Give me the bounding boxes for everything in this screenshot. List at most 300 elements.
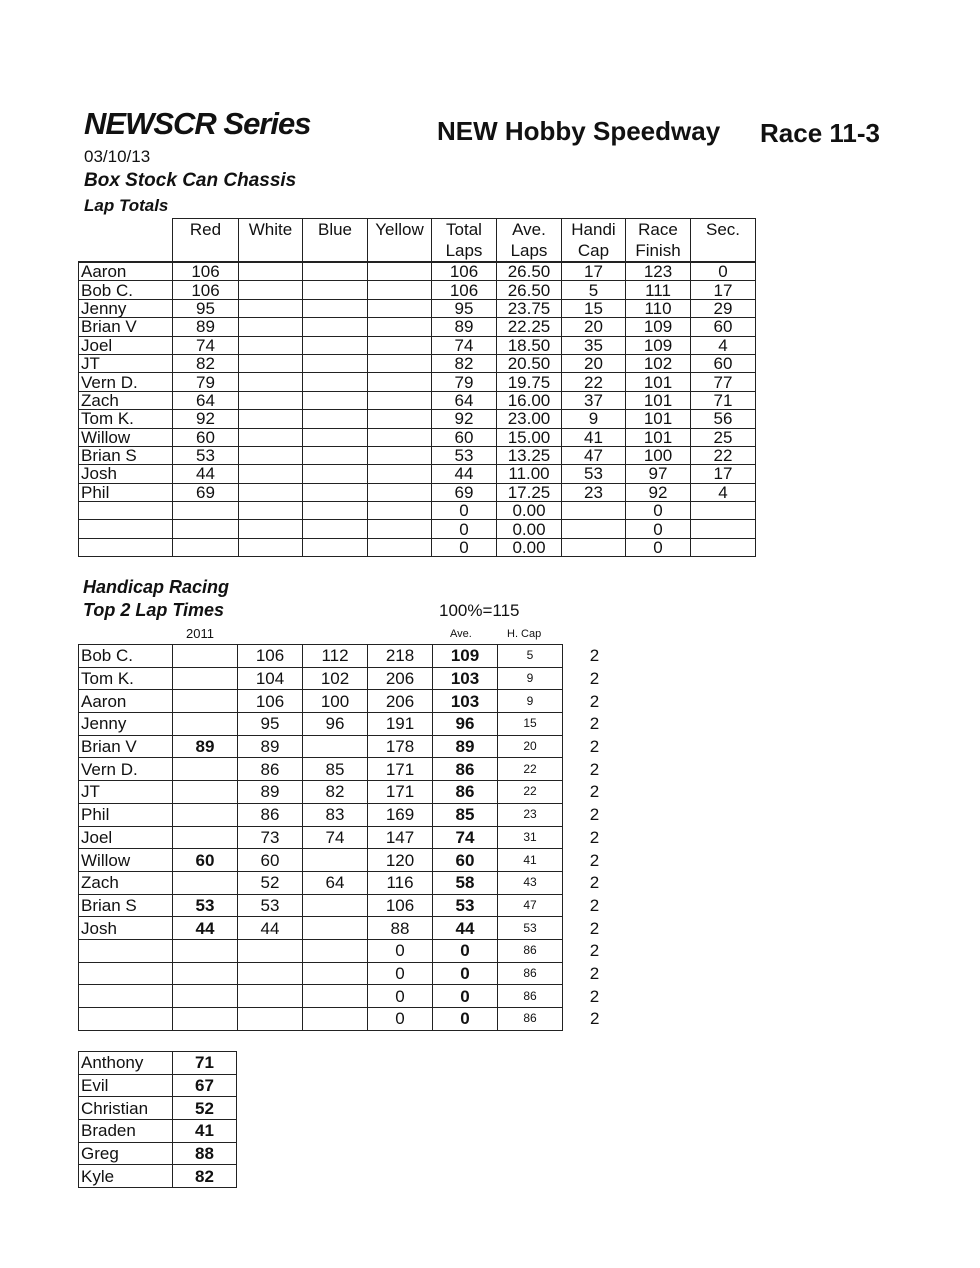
lap-sum: 0 xyxy=(368,939,433,962)
year-label: 2011 xyxy=(186,626,214,641)
col-handicap: Handi Cap xyxy=(562,219,626,263)
h-cap: 86 xyxy=(498,1008,563,1031)
yellow-laps xyxy=(368,502,432,520)
total-laps: 0 xyxy=(432,502,497,520)
total-laps: 53 xyxy=(432,446,497,464)
lap-time-2: 96 xyxy=(303,713,368,736)
red-laps: 95 xyxy=(173,299,239,317)
lap-time-2 xyxy=(303,894,368,917)
driver-name: Brian V xyxy=(79,735,173,758)
driver-name xyxy=(79,962,173,985)
col-ave-laps: Ave. Laps xyxy=(497,219,562,263)
driver-name: JT xyxy=(79,354,173,372)
driver-name: Jenny xyxy=(79,713,173,736)
lap-sum: 169 xyxy=(368,803,433,826)
table-row xyxy=(79,758,627,781)
driver-name: Bob C. xyxy=(79,281,173,299)
blue-laps xyxy=(303,336,368,354)
lap-time-1: 104 xyxy=(238,667,303,690)
table-row xyxy=(79,483,756,501)
table-row xyxy=(79,735,627,758)
table-row xyxy=(79,520,756,538)
race-finish: 101 xyxy=(626,373,691,391)
count: 2 xyxy=(589,986,600,1006)
race-finish: 100 xyxy=(626,446,691,464)
class-title: Box Stock Can Chassis xyxy=(84,170,297,191)
table-row xyxy=(79,917,627,940)
year-2011: 53 xyxy=(173,894,238,917)
lap-time-1: 89 xyxy=(238,781,303,804)
driver-name: Braden xyxy=(79,1120,173,1143)
table-row xyxy=(79,1097,237,1120)
yellow-laps xyxy=(368,538,432,556)
lap-time-2 xyxy=(303,735,368,758)
sec xyxy=(691,502,756,520)
total-laps: 0 xyxy=(432,538,497,556)
lap-time-2 xyxy=(303,849,368,872)
lap-time-1 xyxy=(238,1008,303,1031)
lap-time-2 xyxy=(303,1008,368,1031)
red-laps: 79 xyxy=(173,373,239,391)
handicap: 23 xyxy=(562,483,626,501)
driver-name: Joel xyxy=(79,826,173,849)
h-cap: 20 xyxy=(498,735,563,758)
year-2011 xyxy=(173,962,238,985)
race-finish: 123 xyxy=(626,262,691,281)
driver-value: 41 xyxy=(173,1120,237,1143)
ave-laps: 0.00 xyxy=(497,538,562,556)
race-finish: 92 xyxy=(626,483,691,501)
total-laps: 69 xyxy=(432,483,497,501)
sec: 29 xyxy=(691,299,756,317)
table-row xyxy=(79,939,627,962)
year-2011 xyxy=(173,781,238,804)
driver-name: Willow xyxy=(79,849,173,872)
driver-name: Kyle xyxy=(79,1165,173,1188)
year-2011 xyxy=(173,667,238,690)
yellow-laps xyxy=(368,483,432,501)
lap-time-2: 100 xyxy=(303,690,368,713)
lap-time-2: 112 xyxy=(303,645,368,668)
lap-sum: 0 xyxy=(368,962,433,985)
race-finish: 0 xyxy=(626,538,691,556)
driver-name xyxy=(79,520,173,538)
lap-table-header xyxy=(79,219,756,263)
total-laps: 60 xyxy=(432,428,497,446)
table-row xyxy=(79,690,627,713)
table-row xyxy=(79,428,756,446)
yellow-laps xyxy=(368,520,432,538)
col-race-finish: Race Finish xyxy=(626,219,691,263)
sec: 17 xyxy=(691,281,756,299)
table-row xyxy=(79,781,627,804)
handicap xyxy=(562,520,626,538)
blue-laps xyxy=(303,428,368,446)
white-laps xyxy=(239,318,303,336)
count: 2 xyxy=(589,669,600,689)
yellow-laps xyxy=(368,336,432,354)
ave-laps: 13.25 xyxy=(497,446,562,464)
handicap: 53 xyxy=(562,465,626,483)
lap-time-1 xyxy=(238,939,303,962)
white-laps xyxy=(239,483,303,501)
ave-laps: 20.50 xyxy=(497,354,562,372)
race-finish: 101 xyxy=(626,391,691,409)
blue-laps xyxy=(303,502,368,520)
count: 2 xyxy=(589,963,600,983)
yellow-laps xyxy=(368,262,432,281)
yellow-laps xyxy=(368,299,432,317)
table-row xyxy=(79,849,627,872)
table-row xyxy=(79,713,627,736)
white-laps xyxy=(239,465,303,483)
driver-name: Phil xyxy=(79,803,173,826)
red-laps: 82 xyxy=(173,354,239,372)
ave: 109 xyxy=(433,645,498,668)
driver-value: 52 xyxy=(173,1097,237,1120)
handicap: 22 xyxy=(562,373,626,391)
red-laps: 106 xyxy=(173,262,239,281)
table-row xyxy=(79,538,756,556)
blue-laps xyxy=(303,391,368,409)
driver-name: Willow xyxy=(79,428,173,446)
lap-time-1 xyxy=(238,985,303,1008)
h-cap: 31 xyxy=(498,826,563,849)
sec: 4 xyxy=(691,483,756,501)
h-cap: 86 xyxy=(498,939,563,962)
table-row xyxy=(79,373,756,391)
driver-name: Brian S xyxy=(79,894,173,917)
handicap: 15 xyxy=(562,299,626,317)
h-cap: 5 xyxy=(498,645,563,668)
blue-laps xyxy=(303,373,368,391)
red-laps xyxy=(173,538,239,556)
ave: 0 xyxy=(433,985,498,1008)
h-cap: 15 xyxy=(498,713,563,736)
white-laps xyxy=(239,373,303,391)
sec xyxy=(691,538,756,556)
ave: 103 xyxy=(433,690,498,713)
sec: 17 xyxy=(691,465,756,483)
lap-time-2 xyxy=(303,917,368,940)
red-laps: 74 xyxy=(173,336,239,354)
red-laps: 53 xyxy=(173,446,239,464)
speedway-name: NEW Hobby Speedway xyxy=(437,116,721,146)
col-white: White xyxy=(239,219,303,263)
white-laps xyxy=(239,336,303,354)
ave-laps: 16.00 xyxy=(497,391,562,409)
red-laps: 106 xyxy=(173,281,239,299)
count: 2 xyxy=(589,782,600,802)
ave: 86 xyxy=(433,781,498,804)
race-finish: 101 xyxy=(626,410,691,428)
handicap: 5 xyxy=(562,281,626,299)
lap-sum: 106 xyxy=(368,894,433,917)
white-laps xyxy=(239,538,303,556)
lap-time-2 xyxy=(303,985,368,1008)
total-laps: 64 xyxy=(432,391,497,409)
ave: 86 xyxy=(433,758,498,781)
table-row xyxy=(79,281,756,299)
blue-laps xyxy=(303,318,368,336)
handicap: 20 xyxy=(562,318,626,336)
lap-sum: 0 xyxy=(368,1008,433,1031)
hcap-label: H. Cap xyxy=(507,628,542,640)
year-2011: 89 xyxy=(173,735,238,758)
white-laps xyxy=(239,299,303,317)
driver-value: 67 xyxy=(173,1074,237,1097)
ave-laps: 18.50 xyxy=(497,336,562,354)
sec: 0 xyxy=(691,262,756,281)
table-row xyxy=(79,391,756,409)
h-cap: 9 xyxy=(498,690,563,713)
race-finish: 111 xyxy=(626,281,691,299)
yellow-laps xyxy=(368,465,432,483)
driver-value: 88 xyxy=(173,1142,237,1165)
lap-sum: 191 xyxy=(368,713,433,736)
driver-name xyxy=(79,1008,173,1031)
driver-name: Zach xyxy=(79,391,173,409)
lap-sum: 116 xyxy=(368,871,433,894)
yellow-laps xyxy=(368,354,432,372)
driver-name: Anthony xyxy=(79,1052,173,1075)
ave: 0 xyxy=(433,962,498,985)
lap-time-1 xyxy=(238,962,303,985)
table-row xyxy=(79,871,627,894)
handicap-title: Handicap Racing xyxy=(83,577,230,597)
table-row xyxy=(79,465,756,483)
driver-name: Aaron xyxy=(79,690,173,713)
ave: 58 xyxy=(433,871,498,894)
lap-time-1: 44 xyxy=(238,917,303,940)
h-cap: 22 xyxy=(498,781,563,804)
ave-laps: 17.25 xyxy=(497,483,562,501)
table-row xyxy=(79,1120,237,1143)
ave: 85 xyxy=(433,803,498,826)
race-finish: 97 xyxy=(626,465,691,483)
race-finish: 102 xyxy=(626,354,691,372)
lap-totals-table xyxy=(78,218,756,557)
total-laps: 44 xyxy=(432,465,497,483)
driver-name: Joel xyxy=(79,336,173,354)
lap-time-2: 83 xyxy=(303,803,368,826)
ave: 74 xyxy=(433,826,498,849)
yellow-laps xyxy=(368,446,432,464)
race-finish: 109 xyxy=(626,336,691,354)
count: 2 xyxy=(589,737,600,757)
ave: 44 xyxy=(433,917,498,940)
sec: 56 xyxy=(691,410,756,428)
lap-sum: 88 xyxy=(368,917,433,940)
driver-name xyxy=(79,502,173,520)
table-row xyxy=(79,645,627,668)
ave-laps: 11.00 xyxy=(497,465,562,483)
count: 2 xyxy=(589,895,600,915)
table-row xyxy=(79,1165,237,1188)
yellow-laps xyxy=(368,428,432,446)
lap-sum: 171 xyxy=(368,781,433,804)
col-total-laps: Total Laps xyxy=(432,219,497,263)
lap-sum: 218 xyxy=(368,645,433,668)
yellow-laps xyxy=(368,410,432,428)
blue-laps xyxy=(303,446,368,464)
count: 2 xyxy=(589,646,600,666)
driver-name: Jenny xyxy=(79,299,173,317)
table-row xyxy=(79,1142,237,1165)
table-row xyxy=(79,985,627,1008)
white-laps xyxy=(239,281,303,299)
total-laps: 79 xyxy=(432,373,497,391)
lap-time-1: 89 xyxy=(238,735,303,758)
total-laps: 89 xyxy=(432,318,497,336)
lap-time-2: 64 xyxy=(303,871,368,894)
blue-laps xyxy=(303,410,368,428)
driver-name: Bob C. xyxy=(79,645,173,668)
white-laps xyxy=(239,410,303,428)
lap-time-2: 74 xyxy=(303,826,368,849)
count: 2 xyxy=(589,827,600,847)
handicap: 37 xyxy=(562,391,626,409)
year-2011 xyxy=(173,826,238,849)
yellow-laps xyxy=(368,281,432,299)
blue-laps xyxy=(303,520,368,538)
total-laps: 82 xyxy=(432,354,497,372)
total-laps: 106 xyxy=(432,262,497,281)
h-cap: 22 xyxy=(498,758,563,781)
top2-title: Top 2 Lap Times xyxy=(83,600,225,620)
lap-time-1: 86 xyxy=(238,803,303,826)
total-laps: 92 xyxy=(432,410,497,428)
driver-name: Evil xyxy=(79,1074,173,1097)
total-laps: 106 xyxy=(432,281,497,299)
col-yellow: Yellow xyxy=(368,219,432,263)
h-cap: 86 xyxy=(498,962,563,985)
year-2011: 44 xyxy=(173,917,238,940)
yellow-laps xyxy=(368,318,432,336)
lap-time-1: 52 xyxy=(238,871,303,894)
red-laps xyxy=(173,502,239,520)
blue-laps xyxy=(303,299,368,317)
h-cap: 47 xyxy=(498,894,563,917)
lap-sum: 120 xyxy=(368,849,433,872)
table-row xyxy=(79,894,627,917)
ave-laps: 23.00 xyxy=(497,410,562,428)
ave: 0 xyxy=(433,939,498,962)
h-cap: 43 xyxy=(498,871,563,894)
lap-time-1: 73 xyxy=(238,826,303,849)
ave-laps: 23.75 xyxy=(497,299,562,317)
lap-sum: 171 xyxy=(368,758,433,781)
ave-laps: 26.50 xyxy=(497,262,562,281)
lap-time-2: 85 xyxy=(303,758,368,781)
table-row xyxy=(79,803,627,826)
white-laps xyxy=(239,262,303,281)
ave: 96 xyxy=(433,713,498,736)
race-number: Race 11-3 xyxy=(760,118,880,148)
sec: 4 xyxy=(691,336,756,354)
sec: 22 xyxy=(691,446,756,464)
lap-sum: 0 xyxy=(368,985,433,1008)
h-cap: 41 xyxy=(498,849,563,872)
ave: 0 xyxy=(433,1008,498,1031)
h-cap: 23 xyxy=(498,803,563,826)
year-2011 xyxy=(173,939,238,962)
handicap: 35 xyxy=(562,336,626,354)
sec xyxy=(691,520,756,538)
lap-sum: 178 xyxy=(368,735,433,758)
table-row xyxy=(79,262,756,281)
lap-time-2 xyxy=(303,939,368,962)
table-row xyxy=(79,1008,627,1031)
col-blue: Blue xyxy=(303,219,368,263)
extra-drivers-table xyxy=(78,1051,237,1188)
white-laps xyxy=(239,391,303,409)
handicap: 17 xyxy=(562,262,626,281)
ave: 60 xyxy=(433,849,498,872)
col-sec: Sec. xyxy=(691,219,756,263)
red-laps: 60 xyxy=(173,428,239,446)
lap-sum: 206 xyxy=(368,667,433,690)
yellow-laps xyxy=(368,373,432,391)
driver-name xyxy=(79,538,173,556)
table-row xyxy=(79,299,756,317)
year-2011 xyxy=(173,871,238,894)
driver-name: Tom K. xyxy=(79,667,173,690)
year-2011 xyxy=(173,713,238,736)
lap-time-1: 106 xyxy=(238,645,303,668)
handicap xyxy=(562,502,626,520)
red-laps: 44 xyxy=(173,465,239,483)
percent-label: 100%=115 xyxy=(439,601,520,620)
total-laps: 95 xyxy=(432,299,497,317)
lap-time-2: 82 xyxy=(303,781,368,804)
red-laps: 92 xyxy=(173,410,239,428)
race-finish: 110 xyxy=(626,299,691,317)
race-finish: 0 xyxy=(626,502,691,520)
red-laps: 64 xyxy=(173,391,239,409)
year-2011 xyxy=(173,690,238,713)
h-cap: 86 xyxy=(498,985,563,1008)
count: 2 xyxy=(589,805,600,825)
lap-time-2: 102 xyxy=(303,667,368,690)
handicap: 9 xyxy=(562,410,626,428)
driver-value: 71 xyxy=(173,1052,237,1075)
white-laps xyxy=(239,354,303,372)
race-finish: 109 xyxy=(626,318,691,336)
year-2011 xyxy=(173,758,238,781)
ave-laps: 0.00 xyxy=(497,502,562,520)
driver-value: 82 xyxy=(173,1165,237,1188)
race-finish: 101 xyxy=(626,428,691,446)
blue-laps xyxy=(303,483,368,501)
ave-laps: 19.75 xyxy=(497,373,562,391)
sec: 60 xyxy=(691,318,756,336)
year-2011 xyxy=(173,1008,238,1031)
year-2011 xyxy=(173,985,238,1008)
ave: 89 xyxy=(433,735,498,758)
driver-name: Greg xyxy=(79,1142,173,1165)
table-row xyxy=(79,962,627,985)
blue-laps xyxy=(303,354,368,372)
lap-time-1: 86 xyxy=(238,758,303,781)
sec: 25 xyxy=(691,428,756,446)
table-row xyxy=(79,336,756,354)
sec: 77 xyxy=(691,373,756,391)
h-cap: 53 xyxy=(498,917,563,940)
red-laps: 89 xyxy=(173,318,239,336)
count: 2 xyxy=(589,714,600,734)
handicap: 20 xyxy=(562,354,626,372)
